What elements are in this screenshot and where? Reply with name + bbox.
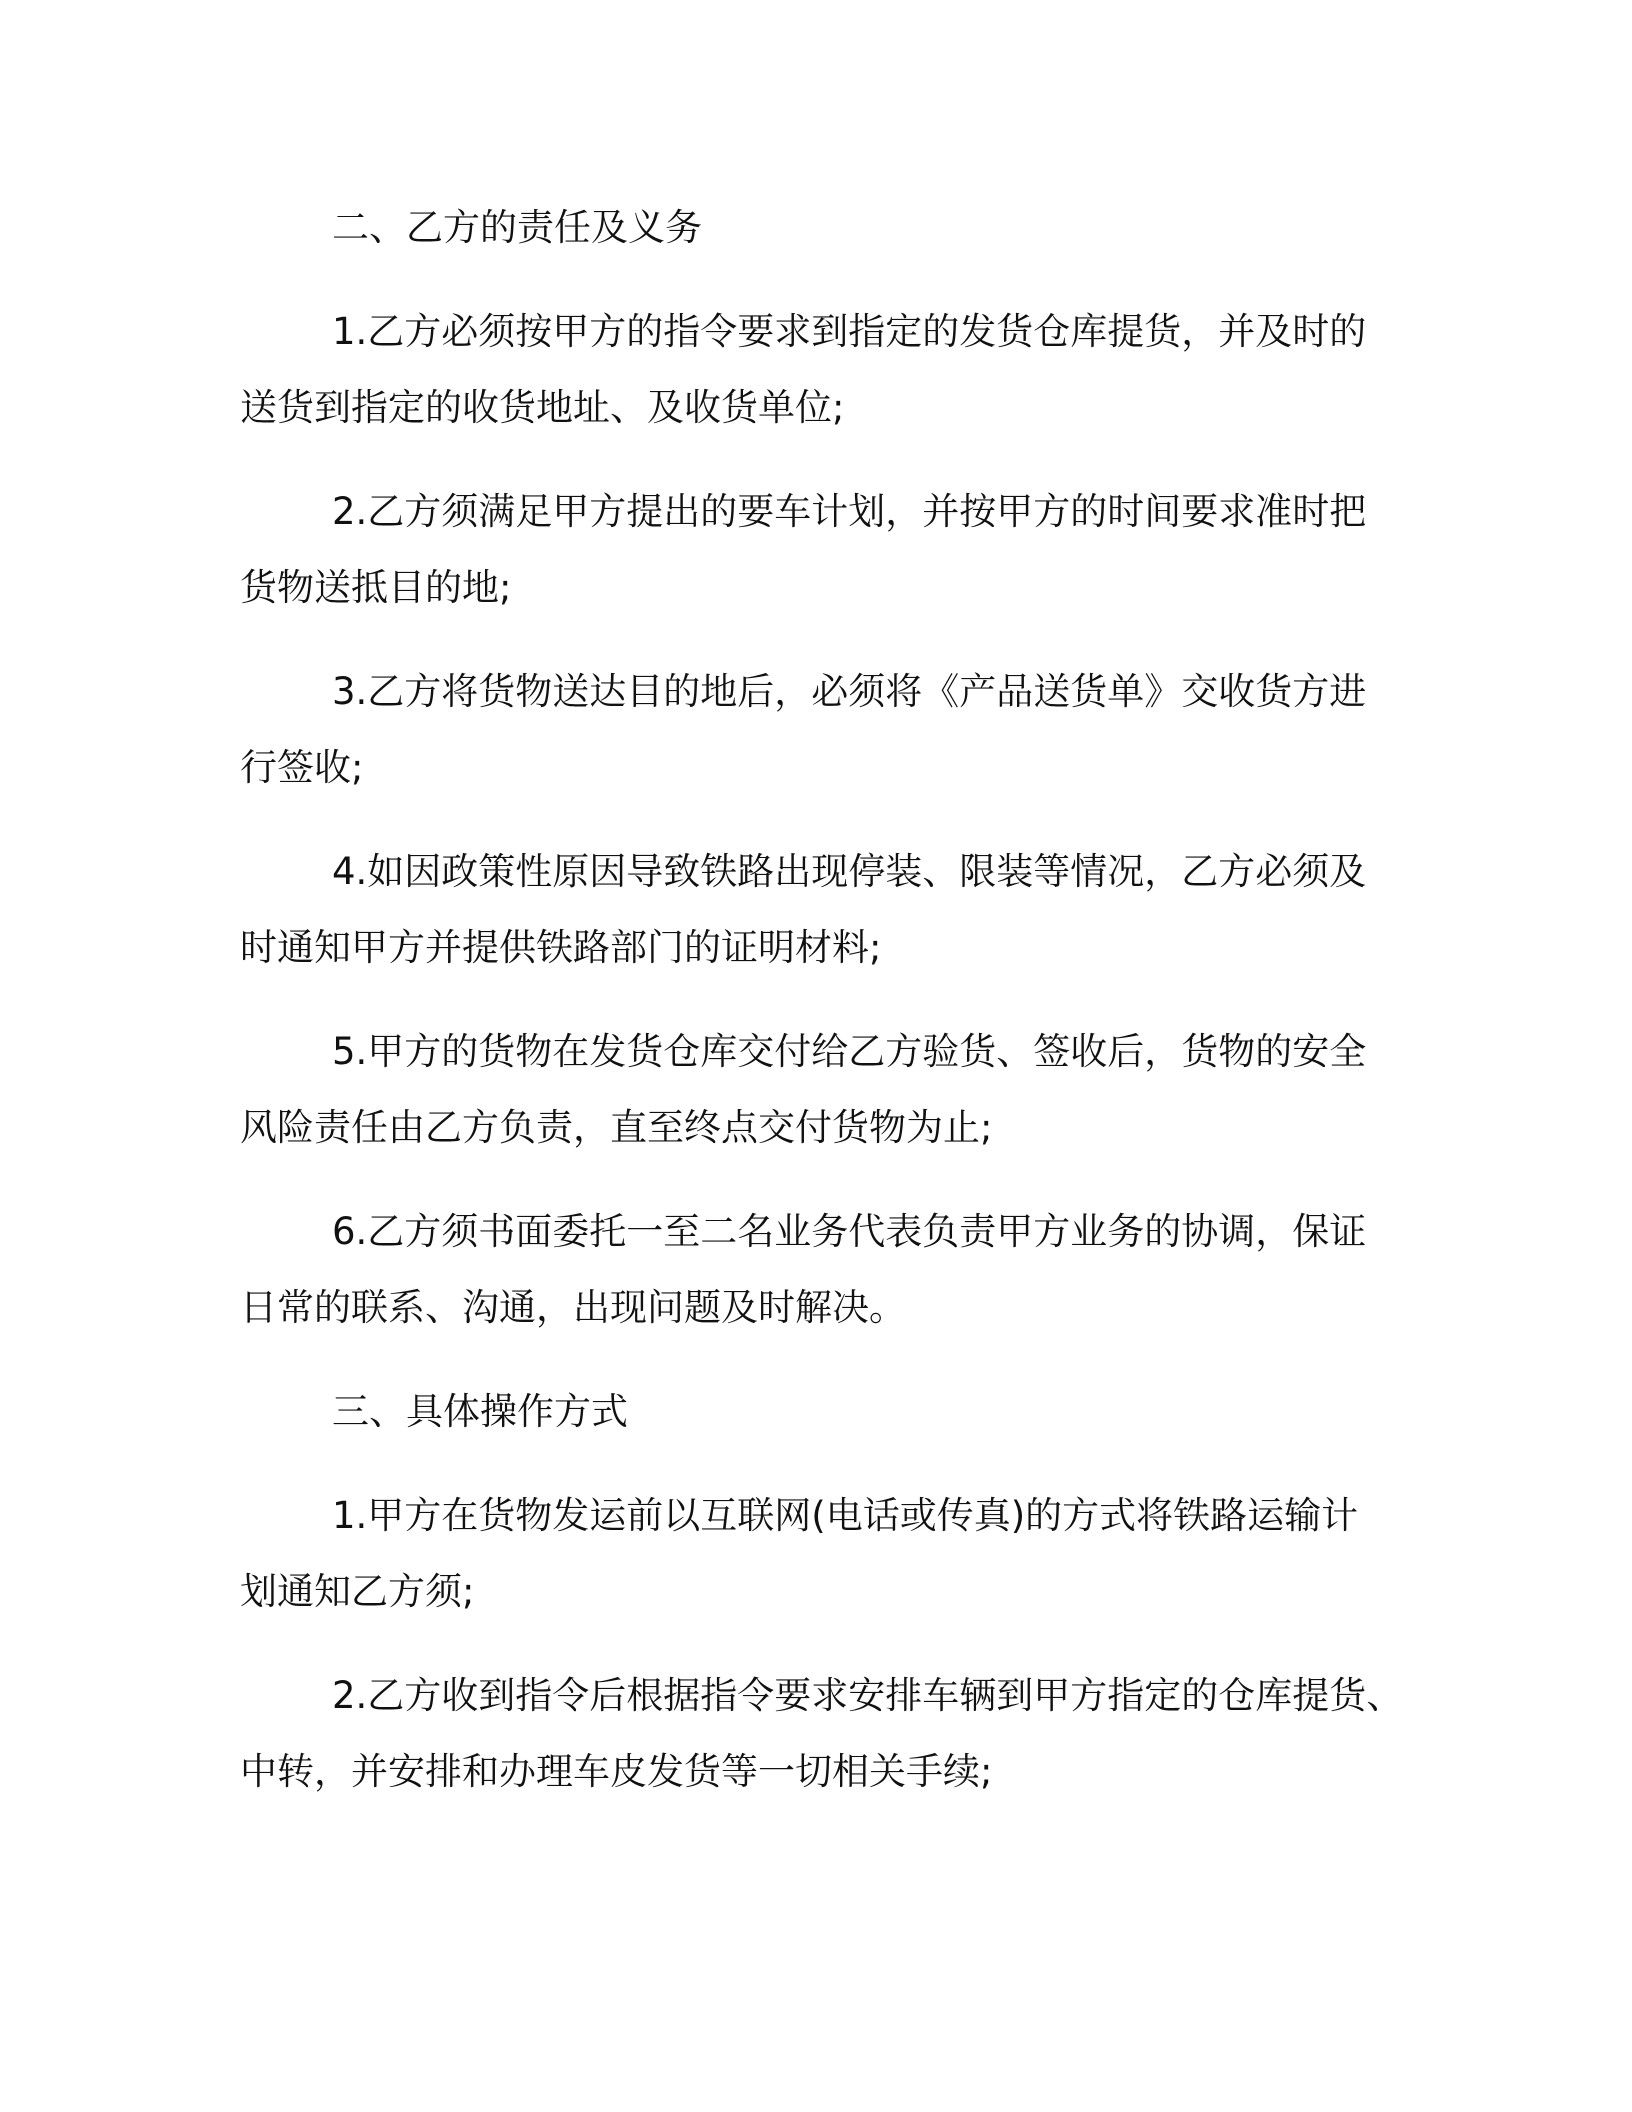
- clause-line: 2.乙方收到指令后根据指令要求安排车辆到甲方指定的仓库提货、: [332, 1674, 1404, 1717]
- clause-line: 划通知乙方须;: [240, 1570, 475, 1613]
- clause-2-1: [240, 294, 1400, 446]
- clause-line: 6.乙方须书面委托一至二名业务代表负责甲方业务的协调，保证: [332, 1210, 1367, 1253]
- section-heading-responsibilities: 二、乙方的责任及义务: [332, 206, 702, 249]
- clause-line: 4.如因政策性原因导致铁路出现停装、限装等情况，乙方必须及: [332, 850, 1367, 893]
- clause-2-3: [240, 654, 1400, 806]
- clause-line: 行签收;: [240, 746, 364, 789]
- clause-line: 时通知甲方并提供铁路部门的证明材料;: [240, 926, 882, 969]
- clause-line: 3.乙方将货物送达目的地后，必须将《产品送货单》交收货方进: [332, 670, 1367, 713]
- clause-line: 日常的联系、沟通，出现问题及时解决。: [240, 1286, 906, 1329]
- clause-2-4: [240, 834, 1400, 986]
- clause-line: 风险责任由乙方负责，直至终点交付货物为止;: [240, 1106, 993, 1149]
- clause-3-2: [240, 1658, 1404, 1810]
- document-body: [240, 190, 1404, 1838]
- clause-3-1: [240, 1478, 1400, 1630]
- section-heading-operations: 三、具体操作方式: [332, 1390, 628, 1433]
- clause-line: 1.乙方必须按甲方的指令要求到指定的发货仓库提货，并及时的: [332, 310, 1367, 353]
- clause-line: 5.甲方的货物在发货仓库交付给乙方验货、签收后，货物的安全: [332, 1030, 1367, 1073]
- clause-2-6: [240, 1194, 1400, 1346]
- clause-line: 2.乙方须满足甲方提出的要车计划，并按甲方的时间要求准时把: [332, 490, 1367, 533]
- clause-line: 送货到指定的收货地址、及收货单位;: [240, 386, 845, 429]
- clause-2-2: [240, 474, 1400, 626]
- clause-line: 1.甲方在货物发运前以互联网(电话或传真)的方式将铁路运输计: [332, 1494, 1359, 1537]
- clause-2-5: [240, 1014, 1400, 1166]
- clause-line: 中转，并安排和办理车皮发货等一切相关手续;: [240, 1750, 993, 1793]
- clause-line: 货物送抵目的地;: [240, 566, 512, 609]
